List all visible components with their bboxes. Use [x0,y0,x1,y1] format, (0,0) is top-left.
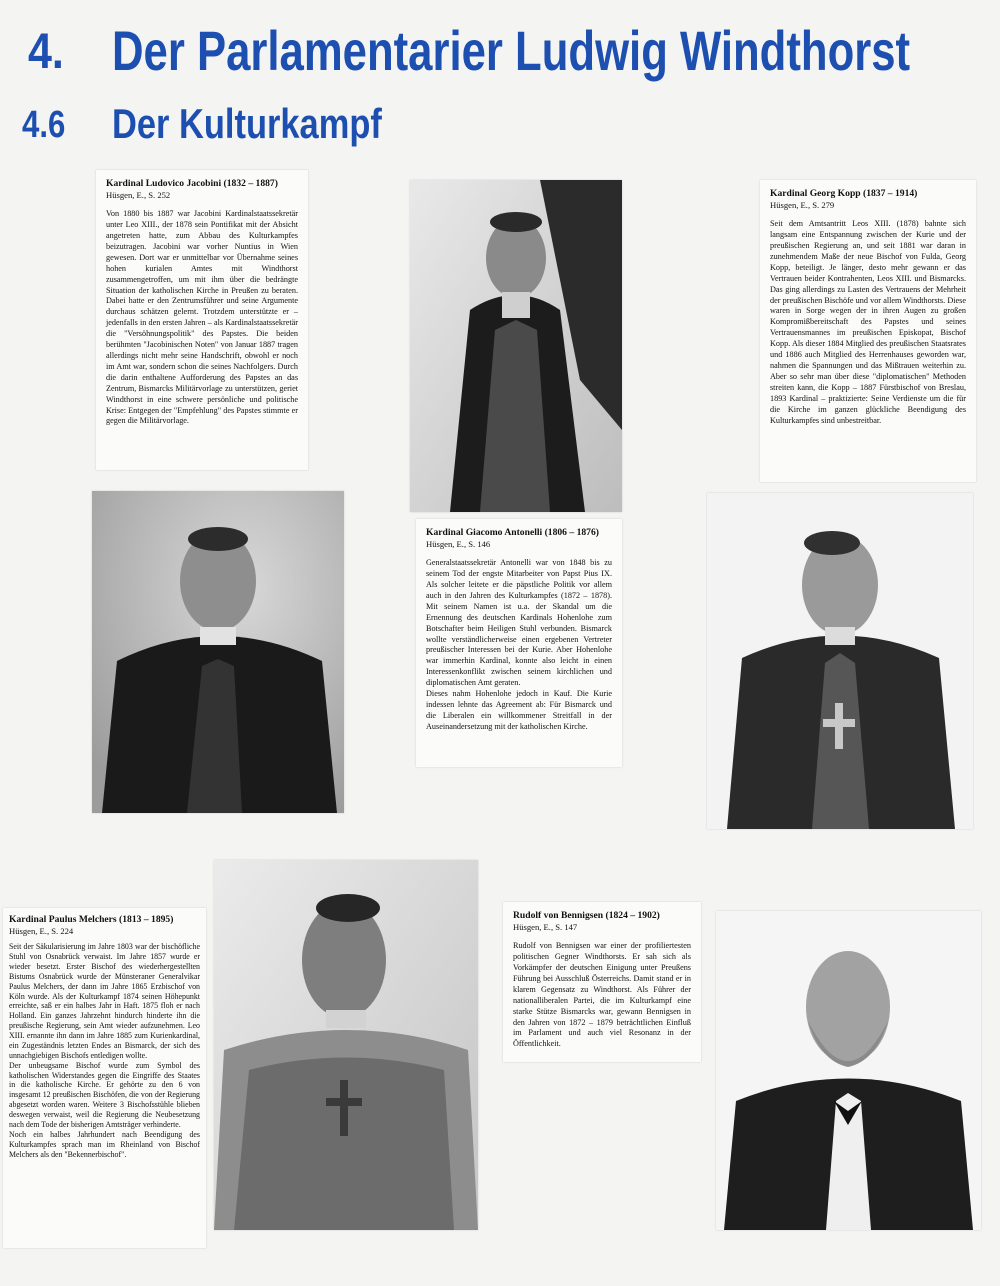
card-heading: Rudolf von Bennigsen (1824 – 1902) [513,910,660,921]
card-heading: Kardinal Ludovico Jacobini (1832 – 1887) [106,178,278,189]
subsection-number: 4.6 [22,104,66,146]
portrait-jacobini [92,491,344,813]
card-paragraph: Rudolf von Bennigsen war einer der profiliertesten politischen Gegner Windthorsts. Er sah sich als Vorkämpfer der deutschen Einigung unter Preußens Führung bei Ausschluß Österreichs. Damit stand er in klarem Gegensatz zu Windthorst. Als Führer der nationalliberalen Partei, die im Kulturkampf eine starke Stütze Bismarcks war, gewann Bennigsen in den Jahren von 1872 – 1879 beträchtlichen Einfluß im Parlament und auch viel Resonanz in der Öffentlichkeit. [513,941,691,1049]
portrait-antonelli-image [410,180,622,512]
portrait-melchers [214,860,478,1230]
card-source: Hüsgen, E., S. 252 [106,189,171,200]
card-source: Hüsgen, E., S. 224 [9,925,74,936]
card-heading: Kardinal Paulus Melchers (1813 – 1895) [9,914,174,925]
card-melchers [3,908,206,1248]
card-source: Hüsgen, E., S. 147 [513,921,578,932]
card-jacobini [96,170,308,470]
card-paragraph: Seit dem Amtsantritt Leos XIII. (1878) bahnte sich langsam eine Entspannung zwischen der Kurie und der preußischen Regierung an, und seit 1881 war daran in zunehmendem Maße der neue Bischof von Fulda, Georg Kopp, beteiligt. Je länger, desto mehr gewann er das Vertrauen beider Kontrahenten, Leos XIII. und Bismarcks. Das ging allerdings zu Lasten des Vertrauens der Mehrheit der preußischen Bischöfe und vor allem Windthorsts. Diese waren in Sorge wegen der in ihren Augen zu großen Kompromißbereitschaft des Papstes und seines Vertrauensmannes im preußischen Episkopat, Bischof Kopp. Als dieser 1884 Mitglied des preußischen Staatsrates und 1886 auch Mitglied des Herrenhauses geworden war, nahmen die Spannungen und das Mißtrauen weiterhin zu. Aber so sehr man über diese "diplomatischen" Methoden streiten kann, die Kopp – 1887 Fürstbischof von Breslau, 1893 Kardinal – praktizierte: Seine Verdienste um die für die Kirche im ganzen glückliche Beendigung des Kulturkampfes sind unbestreitbar. [770,219,966,425]
card-antonelli [416,519,622,767]
card-heading: Kardinal Giacomo Antonelli (1806 – 1876) [426,527,599,538]
card-kopp [760,180,976,482]
portrait-antonelli [410,180,622,512]
card-source: Hüsgen, E., S. 146 [426,538,491,549]
portrait-kopp-image [707,493,973,829]
portrait-bennigsen-image [716,911,981,1230]
portrait-bennigsen [716,911,981,1230]
portrait-jacobini-image [92,491,344,813]
section-number: 4. [28,23,64,79]
card-bennigsen [503,902,701,1062]
card-heading: Kardinal Georg Kopp (1837 – 1914) [770,188,918,199]
card-paragraph: Seit der Säkularisierung im Jahre 1803 war der bischöfliche Stuhl von Osnabrück verwaist. Im Jahre 1857 wurde er wieder besetzt. Erster Bischof des wiederhergestellten Bistums Osnabrück wurde der Münsteraner Generalvikar Paulus Melchers, der dann im Jahre 1865 Erzbischof von Köln wurde. Als der Kulturkampf 1874 seinen Höhepunkt erreichte, saß er ein halbes Jahr in Haft. 1875 floh er nach Holland. Ein ganzes Jahrzehnt hindurch hinderte ihn die preußische Regierung, sein Amt wieder aufzunehmen. Leo XIII. ernannte ihn dann im Jahre 1885 zum Kurienkardinal, ein Zugeständnis letzten Endes an Bismarck, der sich des unnachgiebigen Bischofs entledigen wollte. [9,942,200,1060]
portrait-melchers-image [214,860,478,1230]
portrait-kopp [707,493,973,829]
card-paragraph: Der unbeugsame Bischof wurde zum Symbol des katholischen Widerstandes gegen die Eingriffe des Staates in die katholische Kirche. Er gehörte zu den 6 von insgesamt 12 preußischen Bischöfen, die von der Regierung abgesetzt worden waren. Weitere 3 Bischofsstühle blieben deswegen verwaist, weil die Regierung die Neubesetzung nach dem Tode der bisherigen Amtsträger verhinderte. [9,1060,200,1129]
card-source: Hüsgen, E., S. 279 [770,199,835,210]
card-paragraph: Noch ein halbes Jahrhundert nach Beendigung des Kulturkampfes sprach man im Rheinland von Bischof Melchers als den "Bekennerbischof". [9,1129,200,1159]
page-title: Der Parlamentarier Ludwig Windthorst [112,19,911,82]
card-paragraph: Dieses nahm Hohenlohe jedoch in Kauf. Die Kurie indessen lehnte das Agreement ab: Für Bismarck und die Liberalen ein willkommener Streitfall in der Auseinandersetzung mit der katholischen Kirche. [426,689,612,731]
card-paragraph: Von 1880 bis 1887 war Jacobini Kardinalstaatssekretär unter Leo XIII., der 1878 sein Pontifikat mit der Absicht angetreten hatte, zum Abbau des Kulturkampfes beizutragen. Jacobini war vorher Nuntius in Wien gewesen. Dort war er unmittelbar vor Übernahme seines hohen kurialen Amtes mit Windthorst zusammengetroffen, um mit ihm über die bedrängte Situation der katholischen Kirche in Preußen zu beraten. Dabei hatte er den Zentrumsführer und seine Argumente durchaus schätzen gelernt. Trotzdem unterstützte er – jedenfalls in den ersten Jahren – als Kardinalstaatssekretär die "Versöhnungspolitik" des Papstes. Die beiden berühmten "Jacobinischen Noten" von Januar 1887 tragen allerdings nicht mehr seine Handschrift, obwohl er noch im Amt war, sondern schon die seines Nachfolgers. Durch die darin enthaltene Aufforderung des Papstes an das Zentrum, Bismarcks Militärvorlage zu unterstützen, geriet Windthorst in eine schwere persönliche und politische Krise: Entgegen der "Empfehlung" des Papstes stimmte er gegen die Militärvorlage. [106,209,298,426]
card-paragraph: Generalstaatssekretär Antonelli war von 1848 bis zu seinem Tod der engste Mitarbeiter von Papst Pius IX. Als solcher leitete er die päpstliche Politik vor allem auch in den Jahren des Kulturkampfes (1872 – 1878). Mit seinem Namen ist u.a. der Skandal um die Ernennung des deutschen Kardinals Hohenlohe zum Botschafter beim Heiligen Stuhl verbunden. Bismarck wollte verständlicherweise einen ergebenen Vertreter preußischer Interessen bei der Kurie. Aber Hohenlohe war immerhin Kardinal, konnte also leicht in einen Interessenkonflikt zwischen seinem kirchlichen und diplomatischen Amt geraten. [426,558,612,688]
subsection-title: Der Kulturkampf [112,100,382,147]
